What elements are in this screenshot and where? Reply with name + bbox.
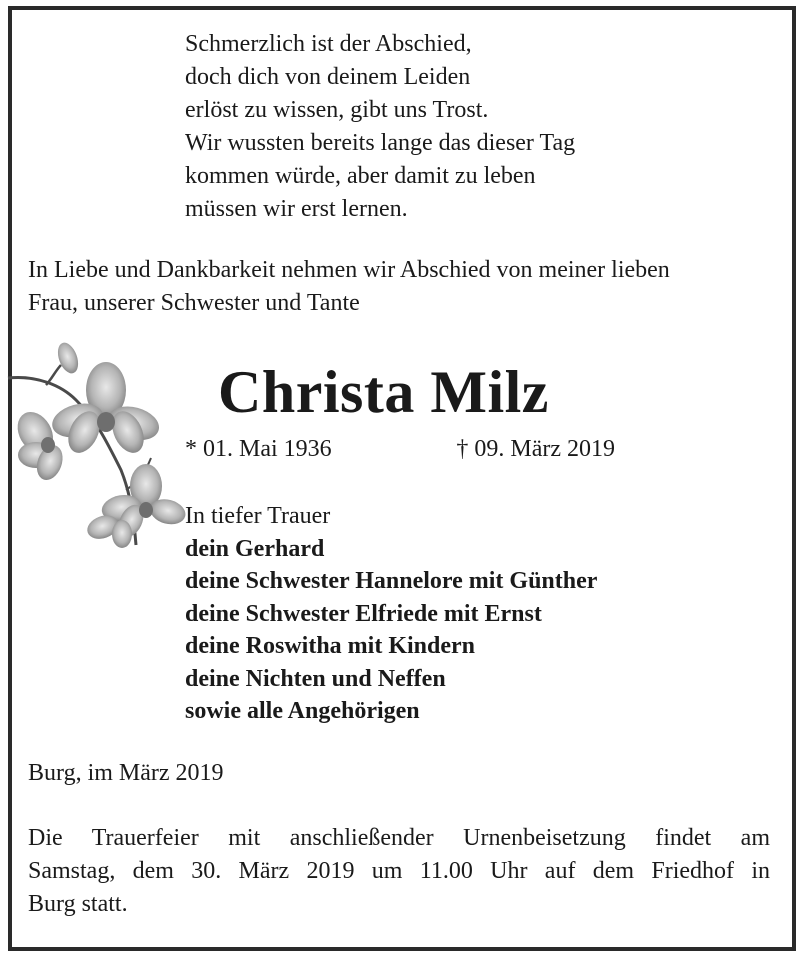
- life-dates: [185, 433, 615, 465]
- orchid-flower-icon: [6, 330, 186, 555]
- intro-text: [28, 254, 773, 320]
- poem-line: müssen wir erst lernen.: [185, 196, 408, 222]
- mourner-name: deine Schwester Elfriede mit Ernst: [185, 600, 542, 627]
- poem-line: kommen würde, aber damit zu leben: [185, 163, 536, 189]
- service-info: [28, 822, 770, 921]
- service-line: Samstag, dem 30. März 2019 um 11.00 Uhr auf dem Friedhof in: [28, 858, 770, 884]
- poem-line: Schmerzlich ist der Abschied,: [185, 31, 472, 57]
- intro-line: In Liebe und Dankbarkeit nehmen wir Abschied von meiner lieben: [28, 257, 670, 283]
- mourning-lead: In tiefer Trauer: [185, 503, 331, 529]
- poem: [185, 28, 705, 226]
- intro-line: Frau, unserer Schwester und Tante: [28, 290, 360, 316]
- mourner-name: dein Gerhard: [185, 535, 325, 562]
- deceased-name: Christa Milz: [218, 359, 549, 425]
- birth-date: * 01. Mai 1936: [185, 436, 332, 462]
- place-date: Burg, im März 2019: [28, 760, 224, 786]
- mourner-name: deine Schwester Hannelore mit Günther: [185, 568, 598, 594]
- poem-line: doch dich von deinem Leiden: [185, 64, 471, 90]
- mourners-list: [185, 500, 705, 728]
- mourner-name: deine Nichten und Neffen: [185, 665, 446, 692]
- death-date: † 09. März 2019: [456, 436, 615, 462]
- poem-line: Wir wussten bereits lange das dieser Tag: [185, 130, 576, 156]
- service-line: Burg statt.: [28, 891, 128, 917]
- mourner-name: deine Roswitha mit Kindern: [185, 633, 476, 659]
- poem-line: erlöst zu wissen, gibt uns Trost.: [185, 97, 489, 123]
- mourner-name: sowie alle Angehörigen: [185, 698, 420, 724]
- service-line: Die Trauerfeier mit anschließender Urnenbeisetzung findet am: [28, 825, 770, 851]
